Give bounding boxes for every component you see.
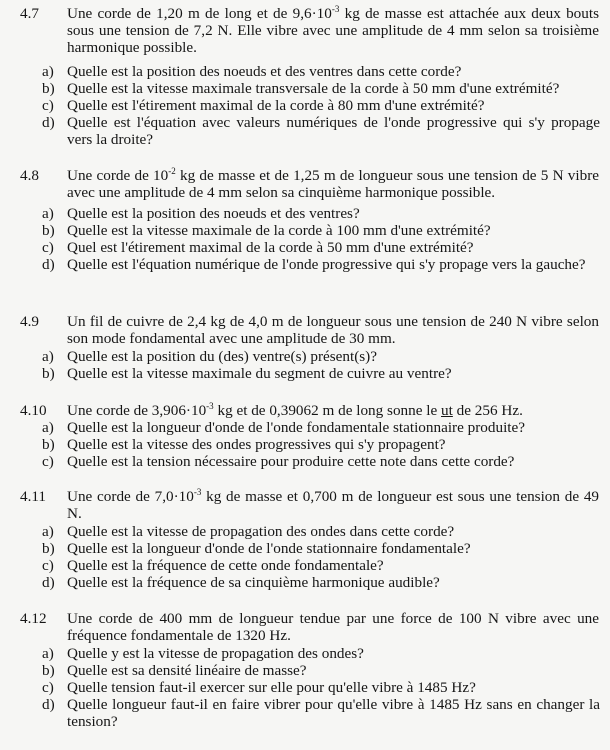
question-item: b) Quelle est la vitesse maximale transversale de la corde à 50 mm d'une extrémité? — [42, 80, 560, 97]
question-item: a) Quelle est la vitesse de propagation des ondes dans cette corde? — [42, 523, 455, 540]
question-item: c) Quelle tension faut-il exercer sur elle pour qu'elle vibre à 1485 Hz? — [42, 679, 476, 696]
question-item: d) Quelle est la fréquence de sa cinquième harmonique audible? — [42, 574, 440, 591]
problem-statement: Un fil de cuivre de 2,4 kg de 4,0 m de longueur sous une tension de 240 N vibre selon son mode fondamental avec une amplitude de 30 mm. — [67, 313, 599, 347]
question-item: c) Quel est l'étirement maximal de la corde à 50 mm d'une extrémité? — [42, 239, 474, 256]
question-item: b) Quelle est sa densité linéaire de masse? — [42, 662, 307, 679]
problem-statement: Une corde de 400 mm de longueur tendue par une force de 100 N vibre avec une fréquence fondamentale de 1320 Hz. — [67, 610, 599, 644]
problem-number: 4.11 — [20, 488, 47, 505]
problem-number: 4.7 — [20, 5, 39, 22]
question-item: c) Quelle est l'étirement maximal de la corde à 80 mm d'une extrémité? — [42, 97, 485, 114]
problem-statement: Une corde de $3,906\cdot 10^{-3}$ kg et de 0,39062 m de long sonne le ut de 256 Hz. — [67, 401, 523, 419]
problem-statement: Une corde de 1,20 m de long et de $9,6\cdot 10^{-3}$ kg de masse est attachée aux deux bouts sous une tension de 7,2 N. Elle vibre avec une amplitude de 4 mm selon sa troisième harmonique possible. — [67, 4, 599, 56]
question-item: d) Quelle est l'équation numérique de l'onde progressive qui s'y propage vers la gauche? — [42, 256, 586, 273]
question-list — [42, 205, 602, 290]
question-item: b) Quelle est la vitesse des ondes progressives qui s'y propagent? — [42, 436, 446, 453]
question-list — [42, 348, 602, 382]
question-item: a) Quelle est la position des noeuds et des ventres? — [42, 205, 360, 222]
question-item: b) Quelle est la vitesse maximale de la corde à 100 mm d'une extrémité? — [42, 222, 491, 239]
question-list — [42, 645, 602, 730]
question-list — [42, 63, 602, 148]
question-item: a) Quelle est la position des noeuds et des ventres dans cette corde? — [42, 63, 462, 80]
question-item: b) Quelle est la longueur d'onde de l'onde stationnaire fondamentale? — [42, 540, 471, 557]
question-item: c) Quelle est la tension nécessaire pour produire cette note dans cette corde? — [42, 453, 515, 470]
question-item: a) Quelle y est la vitesse de propagation des ondes? — [42, 645, 364, 662]
question-item: a) Quelle est la position du (des) ventre(s) présent(s)? — [42, 348, 377, 365]
problem-number: 4.12 — [20, 610, 47, 627]
problem-number: 4.10 — [20, 402, 47, 419]
problem-number: 4.8 — [20, 167, 39, 184]
question-item: a) Quelle est la longueur d'onde de l'onde fondamentale stationnaire produite? — [42, 419, 525, 436]
question-item: c) Quelle est la fréquence de cette onde fondamentale? — [42, 557, 384, 574]
question-list — [42, 523, 602, 591]
problem-number: 4.9 — [20, 313, 39, 330]
question-item: b) Quelle est la vitesse maximale du segment de cuivre au ventre? — [42, 365, 452, 382]
question-list — [42, 419, 602, 470]
question-item: d) Quelle longueur faut-il en faire vibrer pour qu'elle vibre à 1485 Hz sans en changer la tension? — [42, 696, 600, 730]
question-item: d) Quelle est l'équation avec valeurs numériques de l'onde progressive qui s'y propage vers la droite? — [42, 114, 600, 148]
problem-statement: Une corde de $7,0\cdot 10^{-3}$ kg de masse et 0,700 m de longueur est sous une tension de 49 N. — [67, 487, 600, 522]
problem-statement: Une corde de $10^{-2}$ kg de masse et de 1,25 m de longueur sous une tension de 5 N vibre avec une amplitude de 4 mm selon sa cinquième harmonique possible. — [67, 166, 599, 201]
